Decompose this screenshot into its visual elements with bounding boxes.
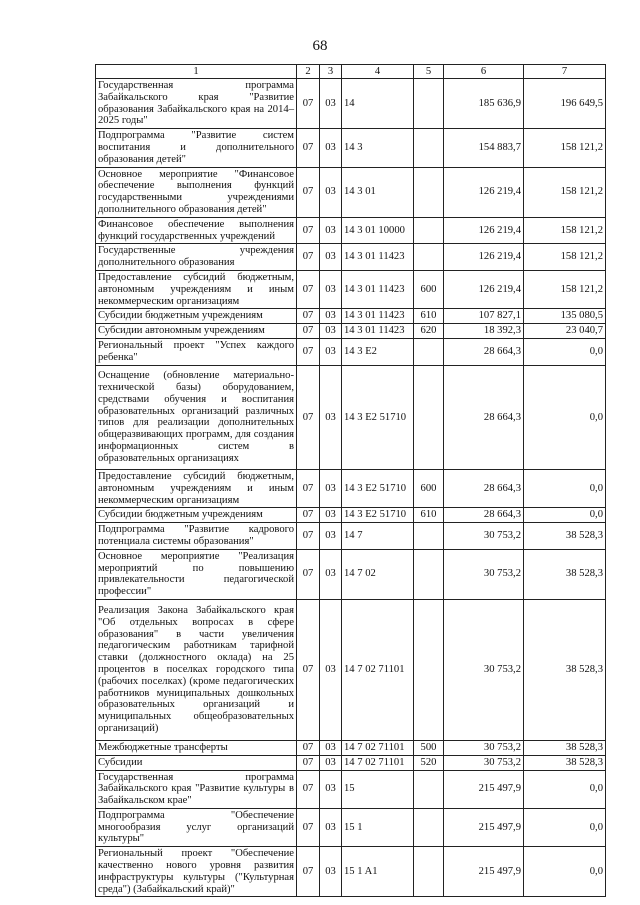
expense-type-code xyxy=(414,217,444,244)
amount-col7: 38 528,3 xyxy=(524,523,606,550)
row-name: Подпрограмма "Развитие кадрового потенциала системы образования" xyxy=(96,523,297,550)
column-header: 4 xyxy=(342,65,414,79)
amount-col7: 0,0 xyxy=(524,365,606,469)
amount-col6: 215 497,9 xyxy=(444,847,524,897)
section-code: 07 xyxy=(297,309,320,324)
row-name: Субсидии автономным учреждениям xyxy=(96,324,297,339)
row-name: Основное мероприятие "Реализация мероприятий по повышению привлекательности педагогической профессии" xyxy=(96,549,297,599)
amount-col6: 30 753,2 xyxy=(444,755,524,770)
expense-type-code xyxy=(414,339,444,366)
amount-col7: 158 121,2 xyxy=(524,217,606,244)
column-number-row xyxy=(96,65,606,79)
subsection-code: 03 xyxy=(320,523,342,550)
table-row xyxy=(96,808,606,846)
row-name: Реализация Закона Забайкальского края "Об отдельных вопросах в сфере образования" в части увеличения педагогическим работникам тарифной ставки (должностного оклада) на 25 процентов в поселках городского типа (рабочих поселках) (кроме педагогических работников муниципальных дошкольных образовательных организаций и муниципальных общеобразовательных организаций) xyxy=(96,599,297,740)
subsection-code: 03 xyxy=(320,79,342,129)
amount-col7: 0,0 xyxy=(524,469,606,507)
amount-col7: 158 121,2 xyxy=(524,270,606,308)
subsection-code: 03 xyxy=(320,217,342,244)
subsection-code: 03 xyxy=(320,365,342,469)
table-row xyxy=(96,599,606,740)
target-item-code: 15 1 xyxy=(342,808,414,846)
amount-col6: 30 753,2 xyxy=(444,599,524,740)
section-code: 07 xyxy=(297,217,320,244)
table-row xyxy=(96,167,606,217)
row-name: Государственная программа Забайкальского края "Развитие образования Забайкальского края на 2014–2025 годы" xyxy=(96,79,297,129)
expense-type-code xyxy=(414,244,444,271)
amount-col6: 30 753,2 xyxy=(444,740,524,755)
section-code: 07 xyxy=(297,339,320,366)
section-code: 07 xyxy=(297,79,320,129)
amount-col6: 185 636,9 xyxy=(444,79,524,129)
subsection-code: 03 xyxy=(320,755,342,770)
target-item-code: 14 7 xyxy=(342,523,414,550)
target-item-code: 14 3 01 10000 xyxy=(342,217,414,244)
expense-type-code: 620 xyxy=(414,324,444,339)
table-row xyxy=(96,523,606,550)
amount-col6: 154 883,7 xyxy=(444,129,524,167)
target-item-code: 14 3 E2 51710 xyxy=(342,508,414,523)
subsection-code: 03 xyxy=(320,270,342,308)
target-item-code: 14 3 xyxy=(342,129,414,167)
target-item-code: 14 3 01 xyxy=(342,167,414,217)
subsection-code: 03 xyxy=(320,339,342,366)
subsection-code: 03 xyxy=(320,324,342,339)
subsection-code: 03 xyxy=(320,847,342,897)
subsection-code: 03 xyxy=(320,770,342,808)
subsection-code: 03 xyxy=(320,599,342,740)
amount-col7: 0,0 xyxy=(524,808,606,846)
amount-col7: 158 121,2 xyxy=(524,129,606,167)
expense-type-code: 600 xyxy=(414,270,444,308)
target-item-code: 14 3 01 11423 xyxy=(342,309,414,324)
amount-col6: 107 827,1 xyxy=(444,309,524,324)
row-name: Предоставление субсидий бюджетным, автономным учреждениям и иным некоммерческим организациям xyxy=(96,270,297,308)
amount-col6: 30 753,2 xyxy=(444,549,524,599)
column-header: 5 xyxy=(414,65,444,79)
amount-col6: 215 497,9 xyxy=(444,770,524,808)
expense-type-code xyxy=(414,599,444,740)
amount-col6: 126 219,4 xyxy=(444,167,524,217)
amount-col6: 28 664,3 xyxy=(444,508,524,523)
table-row xyxy=(96,770,606,808)
subsection-code: 03 xyxy=(320,167,342,217)
target-item-code: 14 3 01 11423 xyxy=(342,244,414,271)
target-item-code: 14 3 E2 xyxy=(342,339,414,366)
table-row xyxy=(96,309,606,324)
table-row xyxy=(96,129,606,167)
target-item-code: 14 3 E2 51710 xyxy=(342,365,414,469)
amount-col7: 158 121,2 xyxy=(524,167,606,217)
row-name: Предоставление субсидий бюджетным, автономным учреждениям и иным некоммерческим организациям xyxy=(96,469,297,507)
row-name: Государственная программа Забайкальского края "Развитие культуры в Забайкальском крае" xyxy=(96,770,297,808)
expense-type-code: 520 xyxy=(414,755,444,770)
expense-type-code xyxy=(414,79,444,129)
column-header: 3 xyxy=(320,65,342,79)
section-code: 07 xyxy=(297,599,320,740)
amount-col7: 38 528,3 xyxy=(524,549,606,599)
expense-type-code xyxy=(414,808,444,846)
table-row xyxy=(96,339,606,366)
amount-col6: 126 219,4 xyxy=(444,270,524,308)
amount-col6: 126 219,4 xyxy=(444,244,524,271)
section-code: 07 xyxy=(297,508,320,523)
row-name: Субсидии бюджетным учреждениям xyxy=(96,309,297,324)
amount-col7: 0,0 xyxy=(524,508,606,523)
column-header: 1 xyxy=(96,65,297,79)
table-row xyxy=(96,270,606,308)
section-code: 07 xyxy=(297,365,320,469)
section-code: 07 xyxy=(297,740,320,755)
row-name: Финансовое обеспечение выполнения функций государственных учреждений xyxy=(96,217,297,244)
row-name: Государственные учреждения дополнительного образования xyxy=(96,244,297,271)
amount-col7: 158 121,2 xyxy=(524,244,606,271)
table-row xyxy=(96,217,606,244)
amount-col6: 28 664,3 xyxy=(444,339,524,366)
subsection-code: 03 xyxy=(320,549,342,599)
target-item-code: 14 3 01 11423 xyxy=(342,324,414,339)
section-code: 07 xyxy=(297,167,320,217)
expense-type-code xyxy=(414,129,444,167)
target-item-code: 14 7 02 71101 xyxy=(342,599,414,740)
page-number: 68 xyxy=(312,38,328,54)
budget-table xyxy=(95,64,606,897)
amount-col6: 126 219,4 xyxy=(444,217,524,244)
subsection-code: 03 xyxy=(320,808,342,846)
row-name: Основное мероприятие "Финансовое обеспечение выполнения функций государственными учреждениями дополнительного образования детей" xyxy=(96,167,297,217)
row-name: Региональный проект "Успех каждого ребенка" xyxy=(96,339,297,366)
target-item-code: 14 3 01 11423 xyxy=(342,270,414,308)
amount-col7: 38 528,3 xyxy=(524,599,606,740)
subsection-code: 03 xyxy=(320,309,342,324)
row-name: Межбюджетные трансферты xyxy=(96,740,297,755)
section-code: 07 xyxy=(297,770,320,808)
amount-col7: 38 528,3 xyxy=(524,755,606,770)
subsection-code: 03 xyxy=(320,244,342,271)
expense-type-code xyxy=(414,549,444,599)
row-name: Подпрограмма "Обеспечение многообразия услуг организаций культуры" xyxy=(96,808,297,846)
section-code: 07 xyxy=(297,808,320,846)
row-name: Оснащение (обновление материально-технической базы) оборудованием, средствами обучения и воспитания образовательных организаций различных типов для реализации дополнительных общеразвивающих программ, для создания информационных систем в образовательных организациях xyxy=(96,365,297,469)
amount-col7: 38 528,3 xyxy=(524,740,606,755)
amount-col7: 23 040,7 xyxy=(524,324,606,339)
table-row xyxy=(96,508,606,523)
expense-type-code: 500 xyxy=(414,740,444,755)
amount-col6: 215 497,9 xyxy=(444,808,524,846)
row-name: Подпрограмма "Развитие систем воспитания и дополнительного образования детей" xyxy=(96,129,297,167)
row-name: Субсидии бюджетным учреждениям xyxy=(96,508,297,523)
expense-type-code: 610 xyxy=(414,508,444,523)
table-row xyxy=(96,755,606,770)
table-row xyxy=(96,469,606,507)
subsection-code: 03 xyxy=(320,469,342,507)
section-code: 07 xyxy=(297,129,320,167)
subsection-code: 03 xyxy=(320,129,342,167)
section-code: 07 xyxy=(297,847,320,897)
target-item-code: 15 1 A1 xyxy=(342,847,414,897)
table-row xyxy=(96,244,606,271)
table-row xyxy=(96,740,606,755)
subsection-code: 03 xyxy=(320,508,342,523)
section-code: 07 xyxy=(297,549,320,599)
table-body xyxy=(96,79,606,897)
table-row xyxy=(96,549,606,599)
target-item-code: 15 xyxy=(342,770,414,808)
expense-type-code xyxy=(414,365,444,469)
target-item-code: 14 3 E2 51710 xyxy=(342,469,414,507)
amount-col7: 0,0 xyxy=(524,339,606,366)
table-row xyxy=(96,847,606,897)
amount-col7: 0,0 xyxy=(524,770,606,808)
column-header: 2 xyxy=(297,65,320,79)
expense-type-code xyxy=(414,523,444,550)
section-code: 07 xyxy=(297,270,320,308)
amount-col7: 196 649,5 xyxy=(524,79,606,129)
expense-type-code xyxy=(414,770,444,808)
amount-col7: 135 080,5 xyxy=(524,309,606,324)
amount-col6: 18 392,3 xyxy=(444,324,524,339)
column-header: 6 xyxy=(444,65,524,79)
amount-col6: 28 664,3 xyxy=(444,365,524,469)
column-header: 7 xyxy=(524,65,606,79)
table-row xyxy=(96,79,606,129)
table-row xyxy=(96,365,606,469)
section-code: 07 xyxy=(297,324,320,339)
row-name: Региональный проект "Обеспечение качественно нового уровня развития инфраструктуры культуры ("Культурная среда") (Забайкальский край)" xyxy=(96,847,297,897)
section-code: 07 xyxy=(297,469,320,507)
amount-col6: 30 753,2 xyxy=(444,523,524,550)
row-name: Субсидии xyxy=(96,755,297,770)
expense-type-code: 600 xyxy=(414,469,444,507)
section-code: 07 xyxy=(297,523,320,550)
amount-col6: 28 664,3 xyxy=(444,469,524,507)
section-code: 07 xyxy=(297,755,320,770)
amount-col7: 0,0 xyxy=(524,847,606,897)
expense-type-code xyxy=(414,847,444,897)
section-code: 07 xyxy=(297,244,320,271)
target-item-code: 14 7 02 71101 xyxy=(342,755,414,770)
target-item-code: 14 xyxy=(342,79,414,129)
target-item-code: 14 7 02 71101 xyxy=(342,740,414,755)
target-item-code: 14 7 02 xyxy=(342,549,414,599)
expense-type-code xyxy=(414,167,444,217)
table-row xyxy=(96,324,606,339)
subsection-code: 03 xyxy=(320,740,342,755)
expense-type-code: 610 xyxy=(414,309,444,324)
